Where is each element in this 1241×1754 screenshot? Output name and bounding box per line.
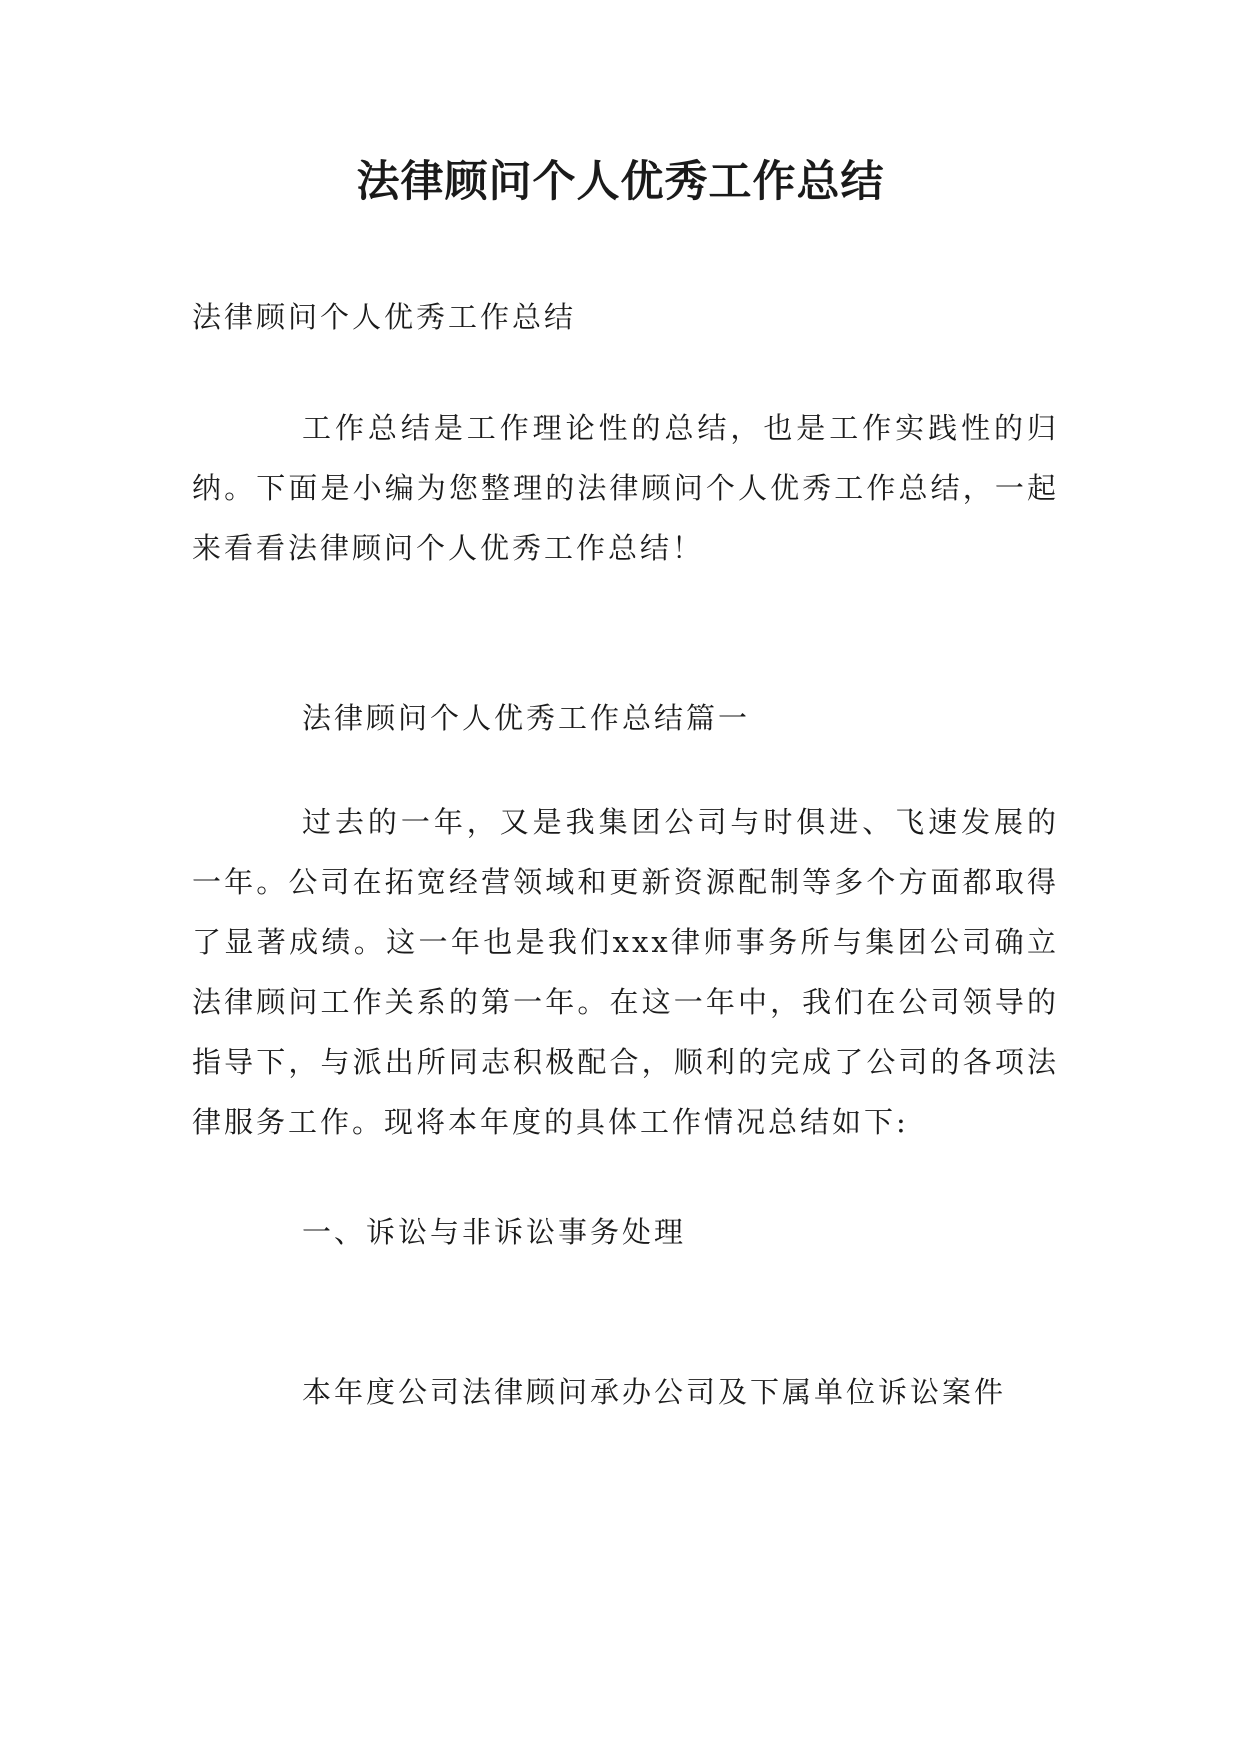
document-title: 法律顾问个人优秀工作总结: [356, 157, 885, 207]
body-paragraph: 过去的一年，又是我集团公司与时俱进、飞速发展的一年。公司在拓宽经营领域和更新资源配制等多个方面都取得了显著成绩。这一年也是我们xxx律师事务所与集团公司确立法律顾问工作关系的第一年。在这一年中，我们在公司领导的指导下，与派出所同志积极配合，顺利的完成了公司的各项法律服务工作。现将本年度的具体工作情况总结如下:: [192, 805, 1059, 1139]
section-heading: 法律顾问个人优秀工作总结篇一: [302, 701, 751, 735]
intro-paragraph: 工作总结是工作理论性的总结，也是工作实践性的归纳。下面是小编为您整理的法律顾问个人优秀工作总结，一起来看看法律顾问个人优秀工作总结！: [192, 411, 1059, 565]
subheading-litigation: 一、诉讼与非诉讼事务处理: [302, 1215, 687, 1249]
document-subtitle: 法律顾问个人优秀工作总结: [192, 300, 577, 334]
paragraph-last-line: 本年度公司法律顾问承办公司及下属单位诉讼案件: [302, 1375, 1007, 1409]
